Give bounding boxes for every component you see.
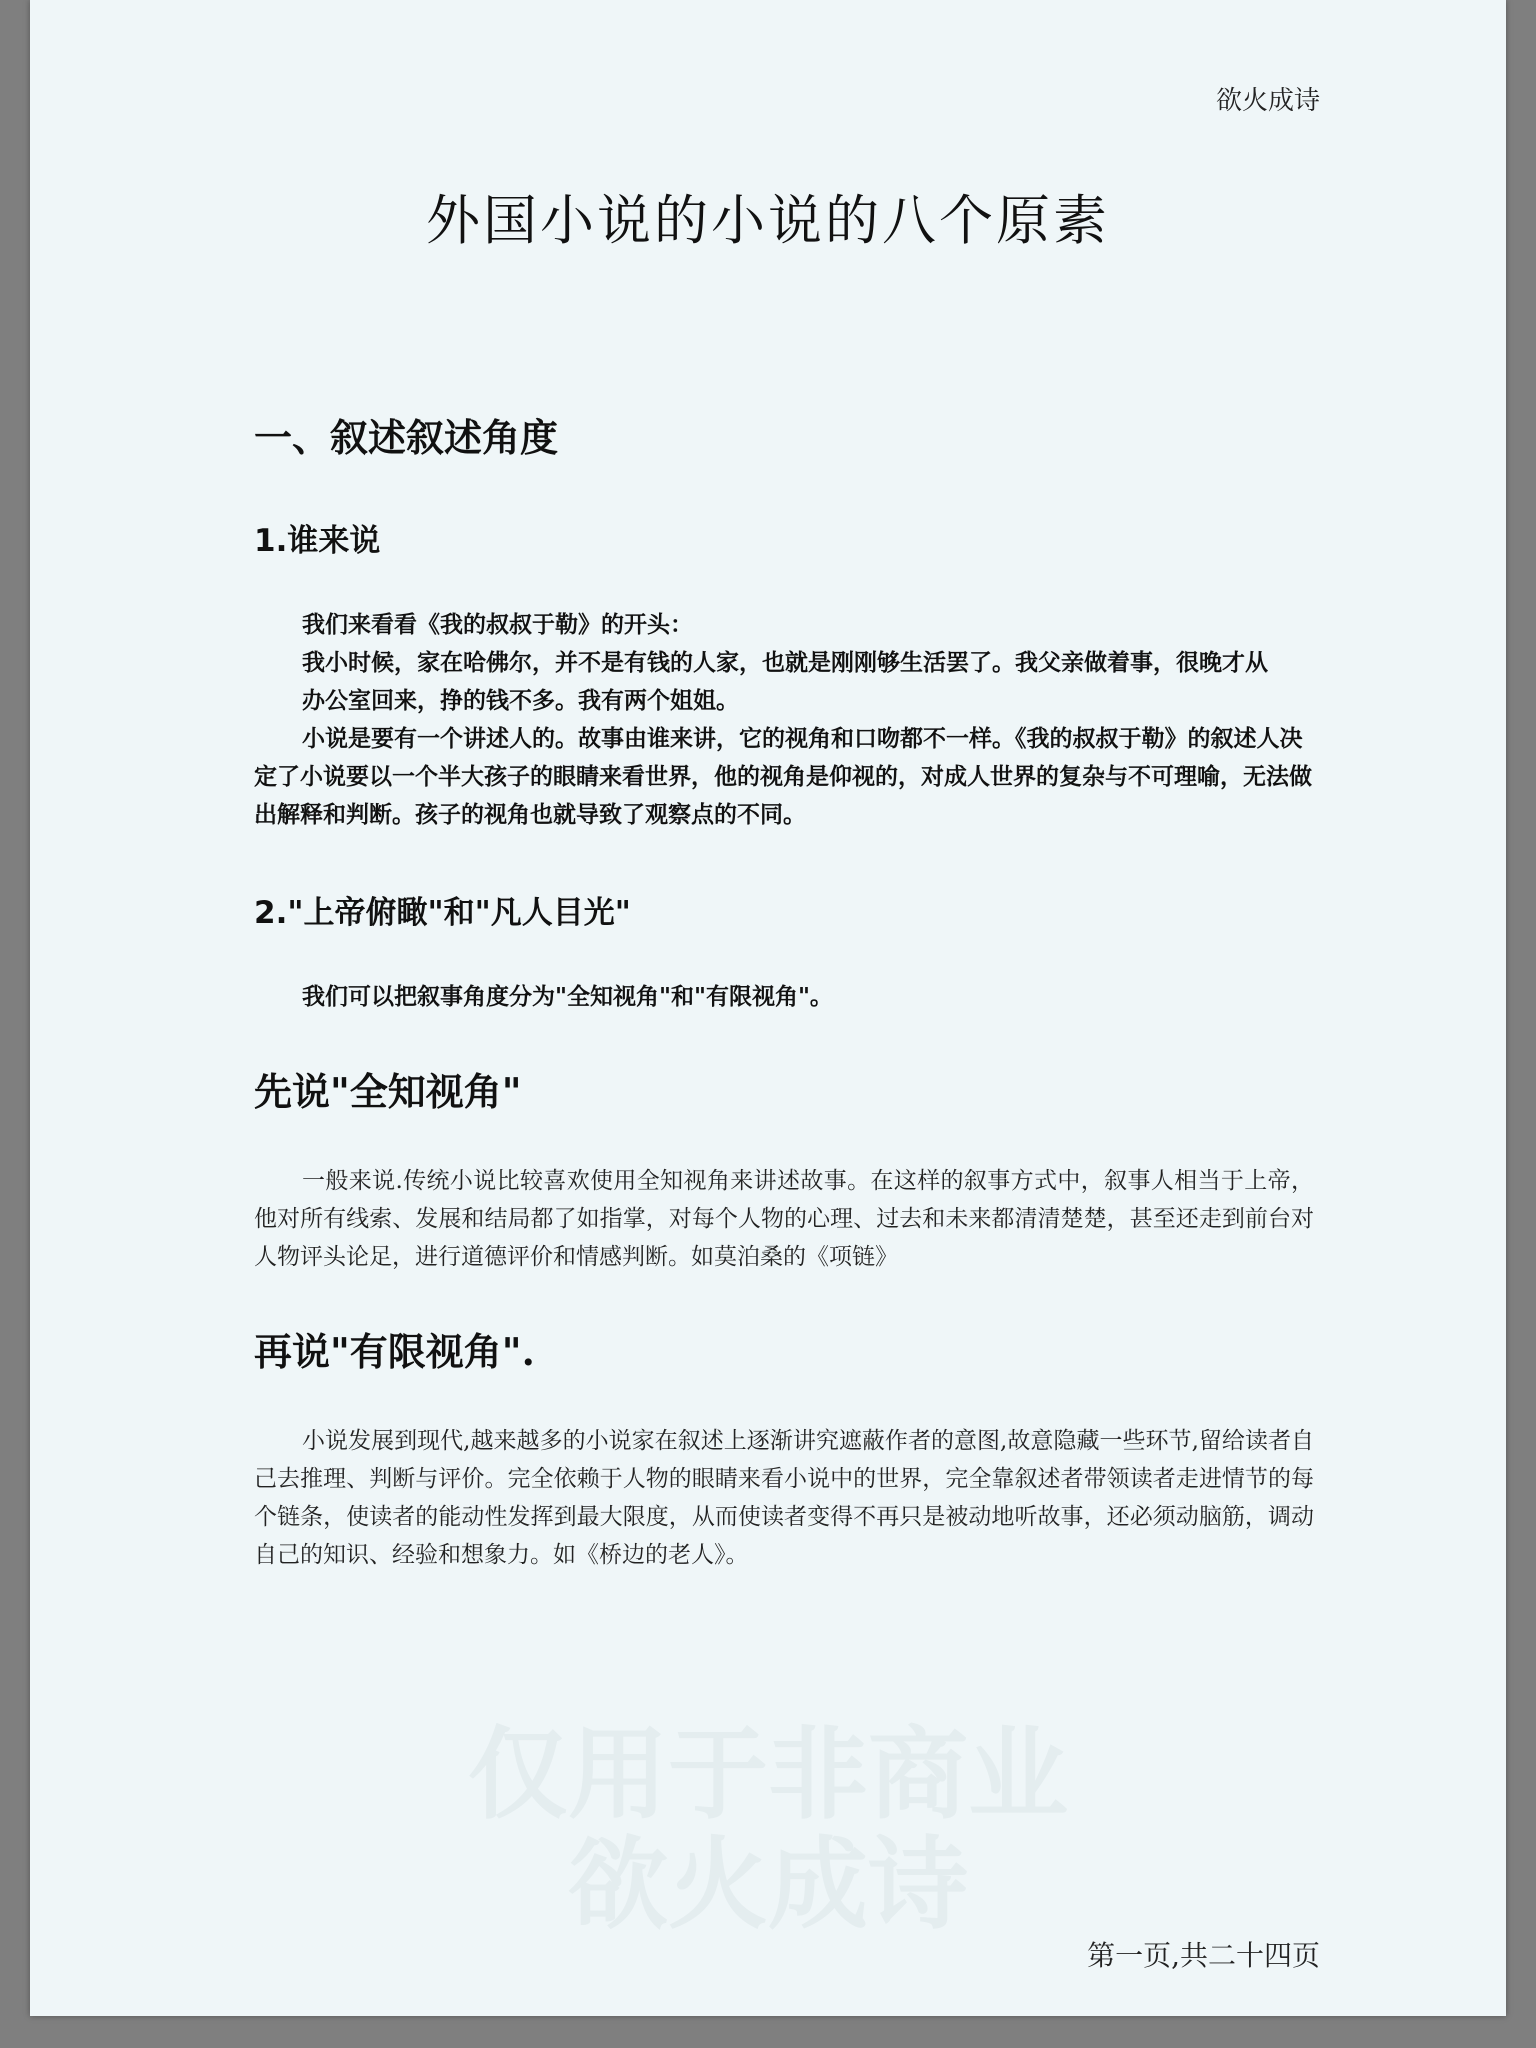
watermark-line-2: 欲火成诗 [568,1826,968,1943]
section-heading: 一、叙述叙述角度 [254,416,559,460]
subsection-body-2 [254,978,1314,1016]
paragraph: 我们可以把叙事角度分为"全知视角"和"有限视角"。 [302,984,833,1010]
watermark [30,1716,1506,1943]
paragraph: 小说发展到现代,越来越多的小说家在叙述上逐渐讲究遮蔽作者的意图,故意隐藏一些环节,留给读者自己去推理、判断与评价。完全依赖于人物的眼睛来看小说中的世界，完全靠叙述者带领读者走进情节的每个链条，使读者的能动性发挥到最大限度，从而使读者变得不再只是被动地听故事，还必须动脑筋，调动自己的知识、经验和想象力。如《桥边的老人》。 [254,1428,1314,1568]
document-page [30,0,1506,2016]
watermark-line-1: 仅用于非商业 [468,1716,1068,1833]
paragraph: 一般来说.传统小说比较喜欢使用全知视角来讲述故事。在这样的叙事方式中，叙事人相当于上帝，他对所有线索、发展和结局都了如指掌，对每个人物的心理、过去和未来都清清楚楚，甚至还走到前台对人物评头论足，进行道德评价和情感判断。如莫泊桑的《项链》 [254,1168,1314,1270]
subsection-heading-3: 先说"全知视角" [254,1069,522,1114]
paragraph: 我们来看看《我的叔叔于勒》的开头： [302,612,693,638]
page-number: 第一页,共二十四页 [1087,1939,1320,1972]
header-author: 欲火成诗 [1215,86,1320,116]
subsection-body-3 [254,1162,1314,1276]
paragraph: 办公室回来，挣的钱不多。我有两个姐姐。 [302,688,739,714]
subsection-body-4 [254,1422,1314,1574]
subsection-heading-4: 再说"有限视角". [254,1329,535,1374]
document-title: 外国小说的小说的八个原素 [426,189,1110,252]
subsection-heading-1: 1.谁来说 [254,523,381,559]
paragraph: 我小时候，家在哈佛尔，并不是有钱的人家，也就是刚刚够生活罢了。我父亲做着事，很晚才从 [302,650,1268,676]
subsection-heading-2: 2."上帝俯瞰"和"凡人目光" [254,895,631,931]
subsection-body-1 [254,606,1314,834]
paragraph: 小说是要有一个讲述人的。故事由谁来讲，它的视角和口吻都不一样。《我的叔叔于勒》的叙述人决定了小说要以一个半大孩子的眼睛来看世界，他的视角是仰视的，对成人世界的复杂与不可理喻，无法做出解释和判断。孩子的视角也就导致了观察点的不同。 [254,726,1312,828]
document-body [254,408,1314,1574]
